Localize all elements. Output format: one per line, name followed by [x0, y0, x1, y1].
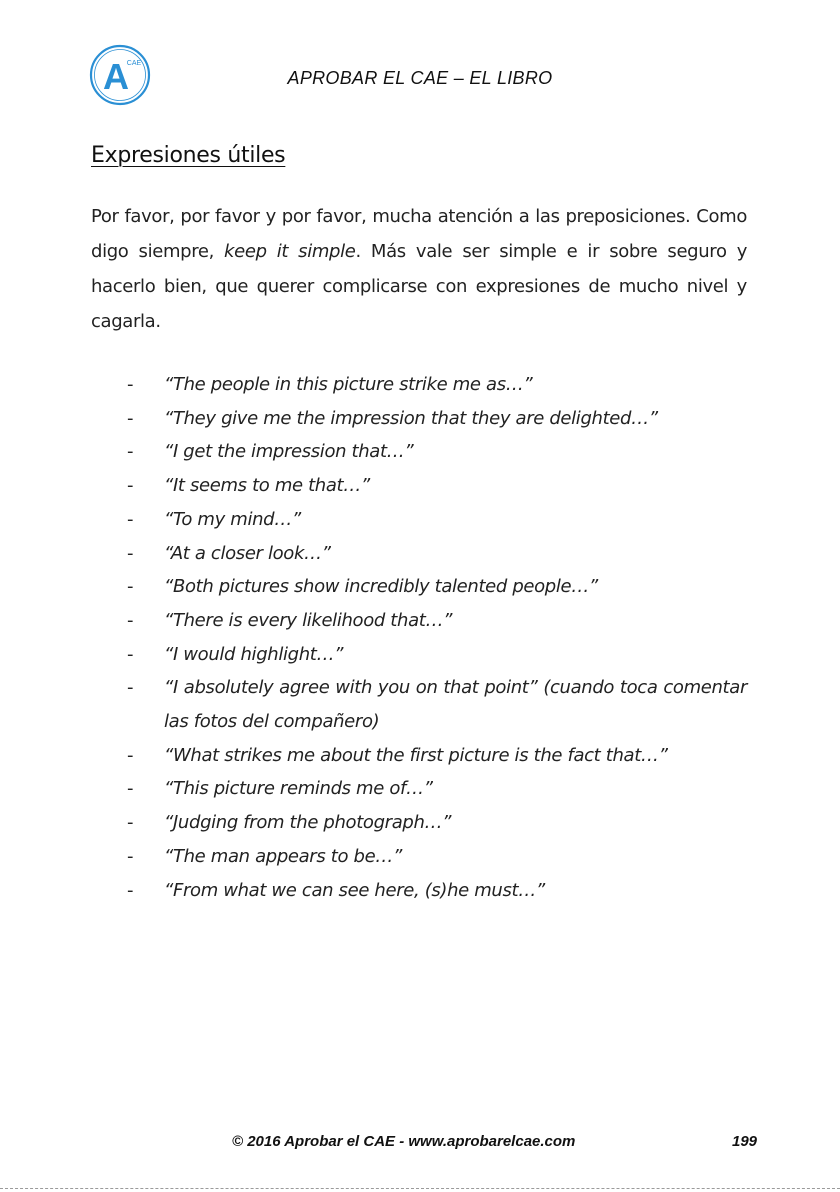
bullet-dash: -: [127, 677, 134, 699]
bullet-dash: -: [127, 475, 134, 497]
expression-text: “The man appears to be…”: [164, 845, 402, 867]
footer-copyright: © 2016 Aprobar el CAE - www.aprobarelcae.com: [232, 1133, 576, 1150]
expression-item: [91, 772, 747, 806]
expression-text: “From what we can see here, (s)he must…”: [164, 879, 545, 901]
expression-item: [91, 671, 747, 738]
expression-item: [91, 503, 747, 537]
bullet-dash: -: [127, 508, 134, 530]
expression-item: [91, 806, 747, 840]
intro-paragraph: [91, 199, 747, 339]
expression-text: “They give me the impression that they are delighted…”: [164, 407, 658, 429]
expression-item: [91, 570, 747, 604]
expression-item: [91, 435, 747, 469]
expression-item: [91, 638, 747, 672]
expression-text: “The people in this picture strike me as…”: [164, 374, 533, 395]
bullet-dash: -: [127, 643, 134, 665]
bullet-dash: -: [127, 407, 134, 429]
intro-part-1: Por favor, por favor y por favor, mucha atención a las preposiciones. Como digo siempre,: [91, 206, 747, 262]
bullet-dash: -: [127, 441, 134, 463]
expression-item: [91, 469, 747, 503]
logo-letter: A: [103, 56, 129, 97]
bullet-dash: -: [127, 845, 134, 867]
bullet-dash: -: [127, 778, 134, 800]
footer-divider: [0, 1188, 840, 1189]
expression-text: “This picture reminds me of…”: [164, 778, 433, 800]
expression-item: [91, 604, 747, 638]
expression-text: “I would highlight…”: [164, 643, 344, 665]
bullet-dash: -: [127, 744, 134, 766]
expression-text: “I absolutely agree with you on that point” (cuando toca comentar las fotos del compañero): [164, 677, 747, 733]
expression-text: “It seems to me that…”: [164, 475, 370, 497]
bullet-dash: -: [127, 879, 134, 901]
expression-item: [91, 739, 747, 773]
logo-small-text: CAE: [126, 60, 142, 67]
expression-text: “There is every likelihood that…”: [164, 609, 453, 631]
bullet-dash: -: [127, 812, 134, 834]
intro-emphasis: keep it simple: [224, 241, 356, 262]
book-header-title: APROBAR EL CAE – EL LIBRO: [287, 68, 553, 88]
expression-item: [91, 537, 747, 571]
expression-text: “At a closer look…”: [164, 542, 331, 564]
expression-item: [91, 368, 747, 402]
expression-text: “What strikes me about the first picture is the fact that…”: [164, 744, 668, 766]
expression-item: [91, 874, 747, 908]
bullet-dash: -: [127, 609, 134, 631]
expression-text: “To my mind…”: [164, 508, 301, 530]
bullet-dash: -: [127, 576, 134, 598]
expression-text: “Both pictures show incredibly talented people…”: [164, 576, 598, 598]
bullet-dash: -: [127, 374, 134, 395]
expressions-list: [91, 368, 747, 907]
intro-part-2: . Más vale ser simple e ir sobre seguro y hacerlo bien, que querer complicarse con expresiones de mucho nivel y cagarla.: [91, 241, 748, 332]
bullet-dash: -: [127, 542, 134, 564]
expression-item: [91, 402, 747, 436]
expression-item: [91, 840, 747, 874]
expression-text: “Judging from the photograph…”: [164, 812, 452, 834]
expression-text: “I get the impression that…”: [164, 441, 414, 463]
page-number: 199: [732, 1133, 758, 1150]
section-title: Expresiones útiles: [91, 143, 286, 168]
